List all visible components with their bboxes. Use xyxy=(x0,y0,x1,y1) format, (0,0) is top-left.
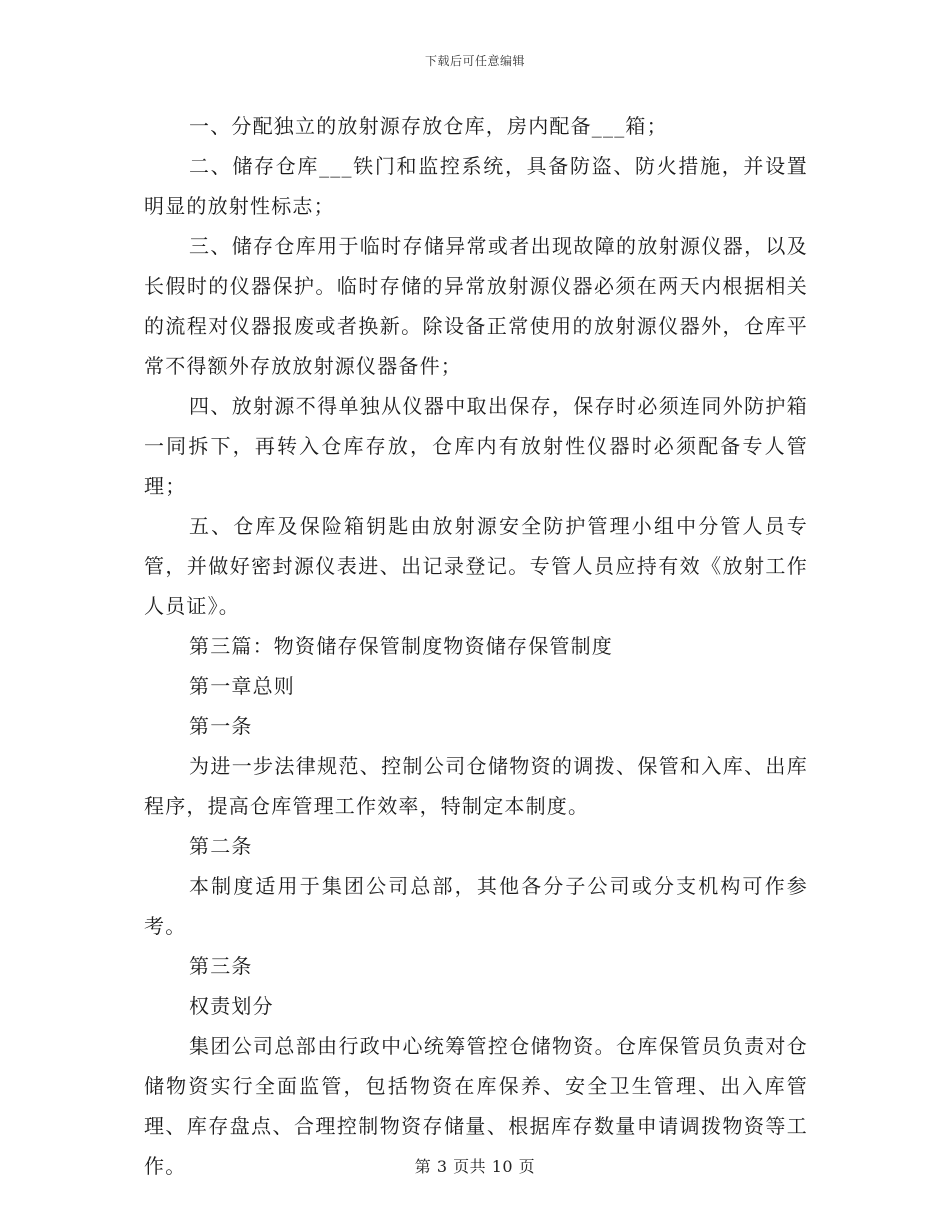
paragraph-4: 四、放射源不得单独从仪器中取出保存，保存时必须连同外防护箱一同拆下，再转入仓库存放，仓库内有放射性仪器时必须配备专人管理； xyxy=(144,394,808,498)
page-number-footer: 第 3 页共 10 页 xyxy=(414,1157,536,1176)
header-note: 下载后可任意编辑 xyxy=(424,54,525,68)
paragraph-1: 一、分配独立的放射源存放仓库，房内配备___箱； xyxy=(189,114,668,138)
article-3-text: 集团公司总部由行政中心统筹管控仓储物资。仓库保管员负责对仓储物资实行全面监管，包括物资在库保养、安全卫生管理、出入库管理、库存盘点、合理控制物资存储量、根据库存数量申请调拨物资等工作。 xyxy=(144,1034,808,1178)
article-1-text: 为进一步法律规范、控制公司仓储物资的调拨、保管和入库、出库程序，提高仓库管理工作效率，特制定本制度。 xyxy=(144,754,808,818)
chapter-title: 第一章总则 xyxy=(189,674,295,698)
article-2-text: 本制度适用于集团公司总部，其他各分子公司或分支机构可作参考。 xyxy=(144,874,808,938)
section-title: 第三篇：物资储存保管制度物资储存保管制度 xyxy=(189,634,613,658)
responsibility-heading: 权责划分 xyxy=(189,994,274,1018)
article-1-heading: 第一条 xyxy=(189,714,253,738)
paragraph-3: 三、储存仓库用于临时存储异常或者出现故障的放射源仪器，以及长假时的仪器保护。临时存储的异常放射源仪器必须在两天内根据相关的流程对仪器报废或者换新。除设备正常使用的放射源仪器外，仓库平常不得额外存放放射源仪器备件； xyxy=(144,234,808,378)
paragraph-2: 二、储存仓库___铁门和监控系统，具备防盗、防火措施，并设置明显的放射性标志； xyxy=(144,154,808,218)
document-body xyxy=(144,106,808,1186)
article-2-heading: 第二条 xyxy=(189,834,253,858)
article-3-heading: 第三条 xyxy=(189,954,253,978)
paragraph-5: 五、仓库及保险箱钥匙由放射源安全防护管理小组中分管人员专管，并做好密封源仪表进、出记录登记。专管人员应持有效《放射工作人员证》。 xyxy=(144,514,808,618)
